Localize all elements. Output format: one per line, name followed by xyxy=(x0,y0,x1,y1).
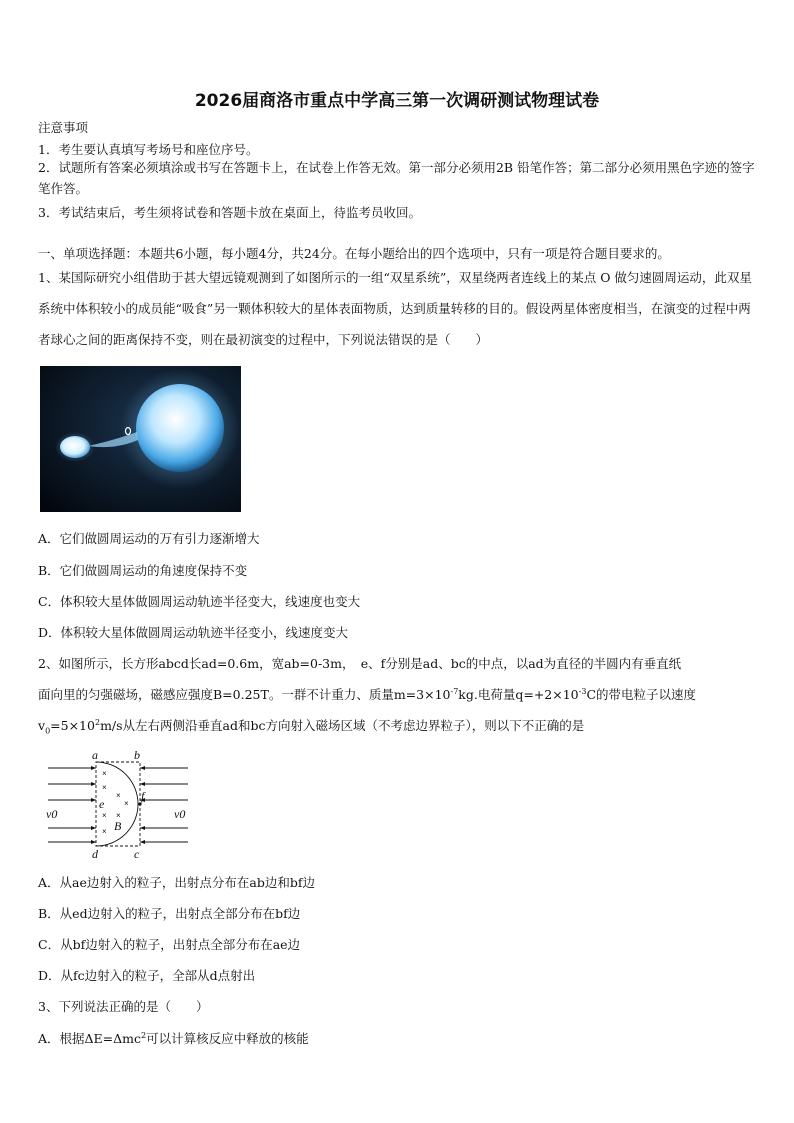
label-e: e xyxy=(99,797,105,811)
notice-item-1: 1．考生要认真填写考场号和座位序号。 xyxy=(38,142,259,157)
q1-option-a: A．它们做圆周运动的万有引力逐渐增大 xyxy=(38,531,260,546)
label-a: a xyxy=(92,748,98,762)
question-2-stem-line-2: 面向里的匀强磁场，磁感应强度B=0.25T。一群不计重力、质量$m=3\times 10^{-7}kg$.电荷量$q=+2\times 10^{-3}C$的带电粒子以速度 xyxy=(38,686,697,702)
svg-text:×: × xyxy=(102,783,107,792)
label-f: f xyxy=(141,789,145,803)
svg-text:×: × xyxy=(102,827,107,836)
svg-text:×: × xyxy=(116,791,121,800)
label-b: b xyxy=(134,748,140,762)
svg-text:×: × xyxy=(124,799,129,808)
q1-option-c: C．体积较大星体做圆周运动轨迹半径变大，线速度也变大 xyxy=(38,594,361,609)
q2-option-c: C．从bf边射入的粒子，出射点全部分布在ae边 xyxy=(38,937,301,952)
notice-item-2: 2．试题所有答案必须填涂或书写在答题卡上，在试卷上作答无效。第一部分必须用2B 铅笔作答；第二部分必须用黑色字迹的签字笔作答。 xyxy=(38,160,755,196)
label-v0-left: v0 xyxy=(46,807,58,821)
svg-text:×: × xyxy=(102,769,107,778)
q1-option-b: B．它们做圆周运动的角速度保持不变 xyxy=(38,563,248,578)
notice-item-3: 3．考试结束后，考生须将试卷和答题卡放在桌面上，待监考员收回。 xyxy=(38,205,421,220)
binary-star-image xyxy=(40,366,241,512)
page-title: 2026届商洛市重点中学高三第一次调研测试物理试卷 xyxy=(194,91,600,111)
question-1-stem: 1、某国际研究小组借助于甚大望远镜观测到了如图所示的一组“双星系统”，双星绕两者连线上的某点 O 做匀速圆周运动，此双星系统中体积较小的成员能“吸食”另一颗体积较大的星体表面物质，达到质量转移的目的。假设两星体密度相当，在演变的过程中两者球心之间的距离保持不变，则在最初演变的过程中，下列说法错误的是（ ） xyxy=(38,270,752,347)
question-2-stem-line-1: 2、如图所示，长方形abcd长ad=0.6m，宽ab=0-3m， e、f分别是ad、bc的中点，以ad为直径的半圆内有垂直纸 xyxy=(38,656,682,671)
svg-text:×: × xyxy=(116,811,121,820)
section-heading: 一、单项选择题：本题共6小题，每小题4分，共24分。在每小题给出的四个选项中，只有一项是符合题目要求的。 xyxy=(38,246,670,261)
question-2-stem-line-3: $v_0=5\times 10^2m/s$从左右两侧沿垂直ad和bc方向射入磁场区域（不考虑边界粒子），则以下不正确的是 xyxy=(38,717,585,736)
q2-option-d: D．从fc边射入的粒子，全部从d点射出 xyxy=(38,968,256,983)
q2-option-a: A．从ae边射入的粒子，出射点分布在ab边和bf边 xyxy=(38,875,315,890)
label-B: B xyxy=(114,819,122,833)
notice-heading: 注意事项 xyxy=(38,120,89,135)
svg-text:×: × xyxy=(102,811,107,820)
q1-option-d: D．体积较大星体做圆周运动轨迹半径变小，线速度变大 xyxy=(38,625,349,640)
q3-option-a: A．根据ΔE=Δmc$^2$可以计算核反应中释放的核能 xyxy=(38,1030,309,1046)
q2-option-b: B．从ed边射入的粒子，出射点全部分布在bf边 xyxy=(38,906,301,921)
question-3-stem: 3、下列说法正确的是（ ） xyxy=(38,999,209,1014)
label-d: d xyxy=(92,847,98,861)
label-c: c xyxy=(134,847,140,861)
label-v0-right: v0 xyxy=(174,807,186,821)
magnetic-field-diagram xyxy=(44,748,194,863)
